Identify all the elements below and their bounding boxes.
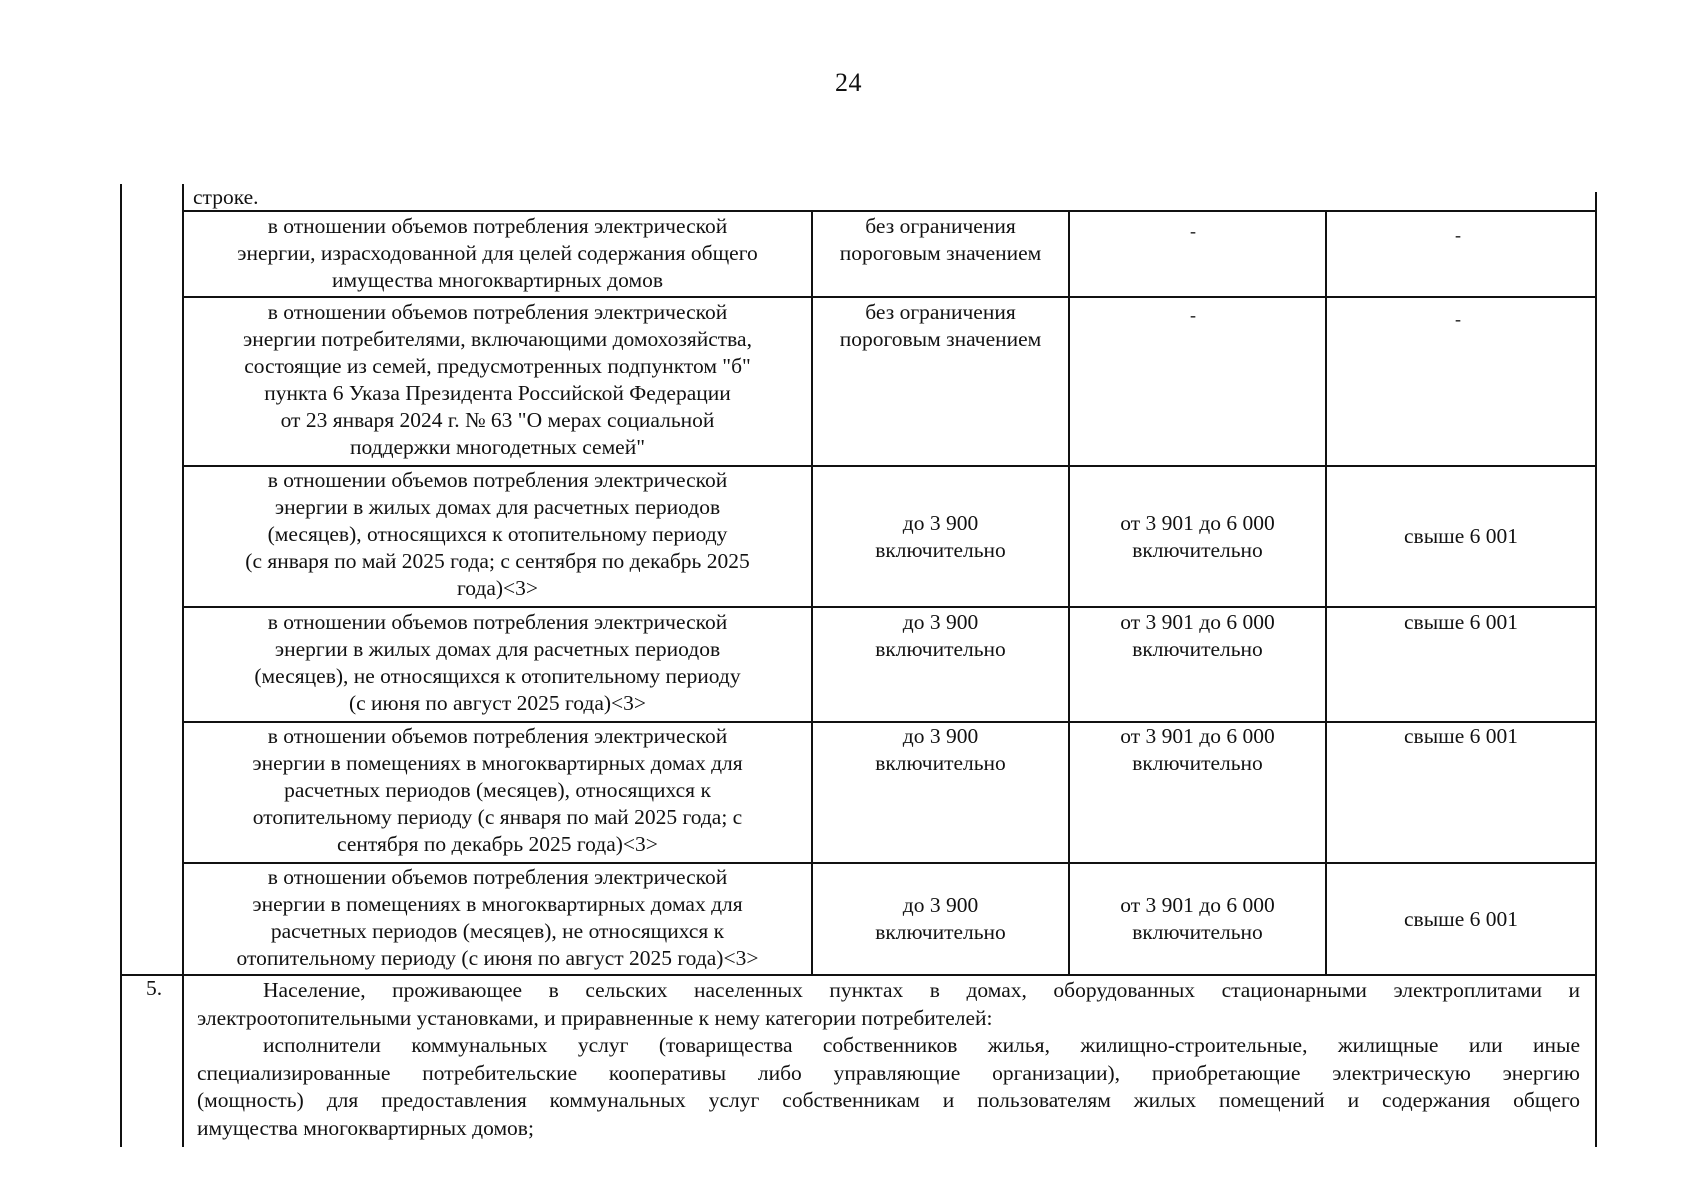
row-5-threshold-2: от 3 901 до 6 000 включительно <box>1120 724 1275 775</box>
row-6-description: в отношении объемов потребления электрической энергии в помещениях в многоквартирных домах для расчетных периодов (месяцев), не относящихся к отопительному периоду (с июня по август 2025 года)<3> <box>236 865 759 970</box>
row-2-threshold-2-dash: - <box>1190 305 1196 325</box>
row-1-threshold-3-dash: - <box>1455 225 1461 245</box>
paragraph-line: (мощность) для предоставления коммунальных услуг собственникам и пользователям жилых помещений и содержания общего <box>197 1088 1580 1112</box>
paragraph-line: электроотопительными установками, и приравненные к нему категории потребителей: <box>197 1005 993 1030</box>
section-5-number: 5. <box>146 976 163 1000</box>
row-5-description: в отношении объемов потребления электрической энергии в помещениях в многоквартирных домах для расчетных периодов (месяцев), относящихся к отопительному периоду (с января по май 2025 года; с сентября по декабрь 2025 года)<3> <box>252 724 743 856</box>
section-5-paragraph-2 <box>197 1032 1580 1142</box>
page-number: 24 <box>835 68 862 97</box>
row-5-threshold-1: до 3 900 включительно <box>875 724 1006 775</box>
row-3-description: в отношении объемов потребления электрической энергии в жилых домах для расчетных периодов (месяцев), относящихся к отопительному периоду (с января по май 2025 года; с сентября по декабрь 2025 года)<3> <box>245 468 750 600</box>
row-divider <box>182 606 1597 608</box>
row-4-threshold-2: от 3 901 до 6 000 включительно <box>1120 610 1275 661</box>
section-5-paragraph-1 <box>197 977 1580 1032</box>
continuation-text: строке. <box>193 185 259 209</box>
paragraph-line: специализированные потребительские кооперативы либо управляющие организации), приобретающие электрическую энергию <box>197 1060 1580 1085</box>
table-border-right <box>1595 192 1597 1147</box>
row-1-threshold-2-dash: - <box>1190 221 1196 241</box>
row-2-threshold-3-dash: - <box>1455 309 1461 329</box>
row-6-threshold-3: свыше 6 001 <box>1404 906 1518 931</box>
row-3-threshold-2: от 3 901 до 6 000 включительно <box>1120 510 1275 562</box>
row-divider <box>182 296 1597 298</box>
row-2-threshold-1: без ограничения пороговым значением <box>839 300 1042 351</box>
row-4-threshold-1: до 3 900 включительно <box>875 610 1006 661</box>
row-5-threshold-3: свыше 6 001 <box>1404 724 1518 748</box>
row-divider <box>120 974 1597 976</box>
row-4-description: в отношении объемов потребления электрической энергии в жилых домах для расчетных периодов (месяцев), не относящихся к отопительному периоду (с июня по август 2025 года)<3> <box>254 610 741 715</box>
row-2-description: в отношении объемов потребления электрической энергии потребителями, включающими домохозяйства, состоящие из семей, предусмотренных подпунктом "б" пункта 6 Указа Президента Российской Федерации от 23 января 2024 г. № 63 "О мерах социальной поддержки многодетных семей" <box>243 300 752 459</box>
row-3-threshold-1: до 3 900 включительно <box>875 510 1006 562</box>
row-6-threshold-2: от 3 901 до 6 000 включительно <box>1120 893 1275 944</box>
row-3-threshold-3: свыше 6 001 <box>1404 524 1518 548</box>
table-border-left <box>120 184 122 1147</box>
row-6-threshold-1: до 3 900 включительно <box>875 893 1006 944</box>
paragraph-line: исполнители коммунальных услуг (товарищества собственников жилья, жилищно-строительные, жилищные или иные <box>263 1033 1580 1057</box>
row-divider <box>182 210 1597 212</box>
paragraph-line: имущества многоквартирных домов; <box>197 1115 534 1140</box>
row-4-threshold-3: свыше 6 001 <box>1404 610 1518 634</box>
paragraph-line: Население, проживающее в сельских населенных пунктах в домах, оборудованных стационарными электроплитами и <box>263 978 1580 1002</box>
row-1-description: в отношении объемов потребления электрической энергии, израсходованной для целей содержания общего имущества многоквартирных домов <box>237 214 758 292</box>
row-1-threshold-1: без ограничения пороговым значением <box>839 214 1042 265</box>
